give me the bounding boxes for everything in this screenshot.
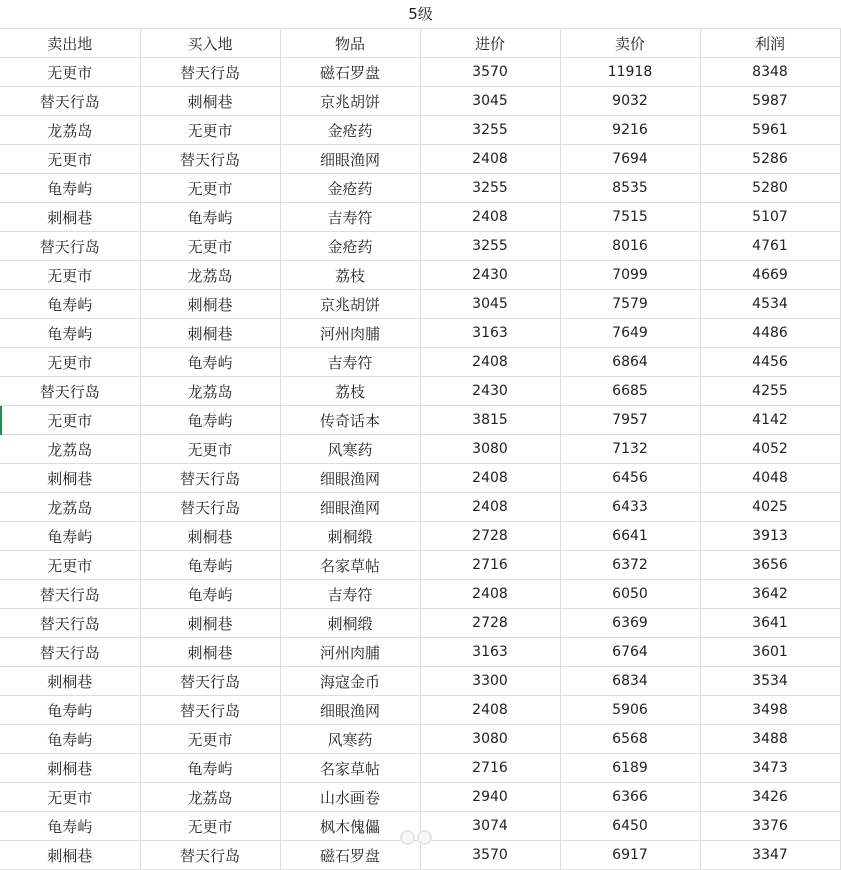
table-row — [0, 406, 840, 435]
cell-item[interactable]: 吉寿符 — [280, 203, 420, 232]
cell-buy-location[interactable]: 刺桐巷 — [140, 319, 280, 348]
cell-item[interactable]: 荔枝 — [280, 261, 420, 290]
cell-sell-location[interactable]: 龟寿屿 — [0, 696, 140, 725]
table-row — [0, 261, 840, 290]
cell-sell-location[interactable]: 刺桐巷 — [0, 667, 140, 696]
cell-sell-price[interactable]: 11918 — [560, 58, 700, 87]
cell-sell-location[interactable]: 替天行岛 — [0, 87, 140, 116]
cell-item[interactable]: 风寒药 — [280, 435, 420, 464]
cell-profit[interactable]: 5280 — [700, 174, 840, 203]
cell-sell-location[interactable]: 刺桐巷 — [0, 464, 140, 493]
cell-sell-location[interactable]: 替天行岛 — [0, 232, 140, 261]
scroll-indicator[interactable] — [400, 830, 440, 844]
cell-item[interactable]: 传奇话本 — [280, 406, 420, 435]
table-row — [0, 522, 840, 551]
cell-sell-location[interactable]: 无更市 — [0, 145, 140, 174]
cell-item[interactable]: 风寒药 — [280, 725, 420, 754]
cell-sell-price[interactable]: 6834 — [560, 667, 700, 696]
cell-item[interactable]: 枫木傀儡 — [280, 812, 420, 841]
cell-sell-price[interactable]: 6764 — [560, 638, 700, 667]
cell-buy-price[interactable]: 3080 — [420, 435, 560, 464]
cell-buy-price[interactable]: 2716 — [420, 754, 560, 783]
cell-sell-price[interactable]: 6433 — [560, 493, 700, 522]
cell-sell-price[interactable]: 7579 — [560, 290, 700, 319]
cell-profit[interactable]: 3913 — [700, 522, 840, 551]
cell-buy-location[interactable]: 刺桐巷 — [140, 609, 280, 638]
cell-item[interactable]: 名家草帖 — [280, 551, 420, 580]
cell-sell-price[interactable]: 6366 — [560, 783, 700, 812]
cell-buy-location[interactable]: 刺桐巷 — [140, 638, 280, 667]
cell-sell-price[interactable]: 5906 — [560, 696, 700, 725]
table-row — [0, 580, 840, 609]
cell-buy-price[interactable]: 2728 — [420, 609, 560, 638]
cell-item[interactable]: 金疮药 — [280, 116, 420, 145]
header-cell-buy-location[interactable]: 买入地 — [140, 29, 280, 58]
cell-buy-price[interactable]: 2716 — [420, 551, 560, 580]
cell-sell-location[interactable]: 刺桐巷 — [0, 754, 140, 783]
cell-item[interactable]: 细眼渔网 — [280, 145, 420, 174]
cell-sell-price[interactable]: 7515 — [560, 203, 700, 232]
header-cell-sell-location[interactable]: 卖出地 — [0, 29, 140, 58]
cell-buy-location[interactable]: 无更市 — [140, 116, 280, 145]
cell-sell-location[interactable]: 替天行岛 — [0, 638, 140, 667]
cell-profit[interactable]: 5286 — [700, 145, 840, 174]
cell-buy-price[interactable]: 2408 — [420, 203, 560, 232]
cell-buy-location[interactable]: 替天行岛 — [140, 145, 280, 174]
header-cell-profit[interactable]: 利润 — [700, 29, 840, 58]
cell-sell-price[interactable]: 6456 — [560, 464, 700, 493]
cell-profit[interactable]: 3534 — [700, 667, 840, 696]
cell-buy-price[interactable]: 3045 — [420, 290, 560, 319]
cell-buy-price[interactable]: 3163 — [420, 638, 560, 667]
table-row — [0, 232, 840, 261]
cell-item[interactable]: 细眼渔网 — [280, 696, 420, 725]
table-row — [0, 551, 840, 580]
cell-profit[interactable]: 4761 — [700, 232, 840, 261]
table-row — [0, 841, 840, 870]
cell-buy-price[interactable]: 2940 — [420, 783, 560, 812]
cell-profit[interactable]: 5107 — [700, 203, 840, 232]
cell-buy-price[interactable]: 2408 — [420, 696, 560, 725]
cell-buy-location[interactable]: 替天行岛 — [140, 464, 280, 493]
cell-buy-location[interactable]: 替天行岛 — [140, 841, 280, 870]
cell-buy-location[interactable]: 龟寿屿 — [140, 580, 280, 609]
trade-table — [0, 29, 841, 870]
cell-item[interactable]: 磁石罗盘 — [280, 841, 420, 870]
cell-item[interactable]: 金疮药 — [280, 174, 420, 203]
scroll-dot — [400, 830, 415, 845]
table-row — [0, 667, 840, 696]
cell-buy-location[interactable]: 替天行岛 — [140, 696, 280, 725]
cell-buy-price[interactable]: 2408 — [420, 145, 560, 174]
cell-profit[interactable]: 5987 — [700, 87, 840, 116]
cell-sell-price[interactable]: 7132 — [560, 435, 700, 464]
cell-profit[interactable]: 4255 — [700, 377, 840, 406]
cell-sell-location[interactable]: 无更市 — [0, 551, 140, 580]
table-row — [0, 493, 840, 522]
cell-sell-location[interactable]: 无更市 — [0, 58, 140, 87]
cell-buy-price[interactable]: 3255 — [420, 116, 560, 145]
cell-buy-price[interactable]: 3080 — [420, 725, 560, 754]
cell-profit[interactable]: 3656 — [700, 551, 840, 580]
cell-buy-price[interactable]: 3255 — [420, 232, 560, 261]
cell-sell-price[interactable]: 8016 — [560, 232, 700, 261]
cell-profit[interactable]: 4534 — [700, 290, 840, 319]
cell-buy-price[interactable]: 3815 — [420, 406, 560, 435]
cell-profit[interactable]: 3426 — [700, 783, 840, 812]
cell-sell-location[interactable]: 刺桐巷 — [0, 841, 140, 870]
cell-profit[interactable]: 4456 — [700, 348, 840, 377]
cell-buy-price[interactable]: 3300 — [420, 667, 560, 696]
cell-buy-location[interactable]: 龙荔岛 — [140, 783, 280, 812]
cell-buy-location[interactable]: 无更市 — [140, 435, 280, 464]
cell-sell-price[interactable]: 8535 — [560, 174, 700, 203]
table-row — [0, 783, 840, 812]
table-row — [0, 464, 840, 493]
cell-buy-location[interactable]: 龙荔岛 — [140, 377, 280, 406]
table-row — [0, 435, 840, 464]
cell-profit[interactable]: 3498 — [700, 696, 840, 725]
cell-buy-price[interactable]: 2430 — [420, 261, 560, 290]
cell-sell-location[interactable]: 无更市 — [0, 348, 140, 377]
cell-sell-price[interactable]: 6568 — [560, 725, 700, 754]
cell-buy-location[interactable]: 无更市 — [140, 232, 280, 261]
cell-profit[interactable]: 3347 — [700, 841, 840, 870]
cell-buy-price[interactable]: 3255 — [420, 174, 560, 203]
cell-sell-price[interactable]: 6917 — [560, 841, 700, 870]
sheet-title[interactable]: 5级 — [0, 0, 841, 29]
cell-buy-location[interactable]: 刺桐巷 — [140, 87, 280, 116]
cell-sell-location[interactable]: 替天行岛 — [0, 580, 140, 609]
scroll-dot — [417, 830, 432, 845]
cell-sell-price[interactable]: 6369 — [560, 609, 700, 638]
cell-profit[interactable]: 8348 — [700, 58, 840, 87]
cell-item[interactable]: 名家草帖 — [280, 754, 420, 783]
cell-sell-location[interactable]: 无更市 — [0, 783, 140, 812]
cell-sell-location[interactable]: 龙荔岛 — [0, 116, 140, 145]
cell-sell-location[interactable]: 替天行岛 — [0, 609, 140, 638]
cell-item[interactable]: 海寇金币 — [280, 667, 420, 696]
table-row — [0, 58, 840, 87]
active-cell-indicator — [0, 406, 2, 435]
cell-sell-price[interactable]: 9216 — [560, 116, 700, 145]
cell-buy-location[interactable]: 龟寿屿 — [140, 203, 280, 232]
cell-item[interactable]: 河州肉脯 — [280, 319, 420, 348]
cell-sell-location[interactable]: 替天行岛 — [0, 377, 140, 406]
cell-sell-location[interactable]: 龟寿屿 — [0, 812, 140, 841]
cell-profit[interactable]: 4486 — [700, 319, 840, 348]
cell-buy-price[interactable]: 2408 — [420, 464, 560, 493]
table-row — [0, 290, 840, 319]
header-row — [0, 29, 840, 58]
cell-sell-location[interactable]: 无更市 — [0, 261, 140, 290]
cell-buy-price[interactable]: 2728 — [420, 522, 560, 551]
cell-profit[interactable]: 3641 — [700, 609, 840, 638]
cell-sell-location[interactable]: 无更市 — [0, 406, 140, 435]
cell-sell-location[interactable]: 龙荔岛 — [0, 435, 140, 464]
cell-sell-price[interactable]: 6450 — [560, 812, 700, 841]
table-row — [0, 87, 840, 116]
cell-item[interactable]: 京兆胡饼 — [280, 87, 420, 116]
cell-sell-price[interactable]: 7649 — [560, 319, 700, 348]
header-cell-sell-price[interactable]: 卖价 — [560, 29, 700, 58]
cell-sell-price[interactable]: 6050 — [560, 580, 700, 609]
cell-sell-location[interactable]: 龟寿屿 — [0, 725, 140, 754]
cell-buy-price[interactable]: 2408 — [420, 348, 560, 377]
cell-buy-price[interactable]: 2408 — [420, 493, 560, 522]
cell-sell-price[interactable]: 6864 — [560, 348, 700, 377]
cell-buy-location[interactable]: 龟寿屿 — [140, 348, 280, 377]
cell-sell-location[interactable]: 龟寿屿 — [0, 174, 140, 203]
cell-buy-location[interactable]: 龟寿屿 — [140, 406, 280, 435]
cell-buy-price[interactable]: 3045 — [420, 87, 560, 116]
cell-item[interactable]: 磁石罗盘 — [280, 58, 420, 87]
header-cell-item[interactable]: 物品 — [280, 29, 420, 58]
cell-sell-location[interactable]: 龟寿屿 — [0, 522, 140, 551]
cell-buy-location[interactable]: 刺桐巷 — [140, 290, 280, 319]
cell-sell-location[interactable]: 刺桐巷 — [0, 203, 140, 232]
table-row — [0, 319, 840, 348]
cell-item[interactable]: 吉寿符 — [280, 580, 420, 609]
cell-buy-location[interactable]: 龙荔岛 — [140, 261, 280, 290]
table-row — [0, 609, 840, 638]
table-row — [0, 754, 840, 783]
cell-buy-location[interactable]: 无更市 — [140, 174, 280, 203]
cell-buy-location[interactable]: 龟寿屿 — [140, 754, 280, 783]
cell-item[interactable]: 吉寿符 — [280, 348, 420, 377]
cell-item[interactable]: 京兆胡饼 — [280, 290, 420, 319]
cell-buy-location[interactable]: 替天行岛 — [140, 58, 280, 87]
table-row — [0, 203, 840, 232]
cell-sell-price[interactable]: 6372 — [560, 551, 700, 580]
header-cell-buy-price[interactable]: 进价 — [420, 29, 560, 58]
cell-item[interactable]: 细眼渔网 — [280, 464, 420, 493]
cell-sell-location[interactable]: 龙荔岛 — [0, 493, 140, 522]
cell-sell-price[interactable]: 9032 — [560, 87, 700, 116]
cell-sell-location[interactable]: 龟寿屿 — [0, 319, 140, 348]
table-row — [0, 725, 840, 754]
cell-item[interactable]: 荔枝 — [280, 377, 420, 406]
table-row — [0, 116, 840, 145]
cell-sell-price[interactable]: 6189 — [560, 754, 700, 783]
cell-buy-location[interactable]: 无更市 — [140, 725, 280, 754]
cell-sell-location[interactable]: 龟寿屿 — [0, 290, 140, 319]
table-row — [0, 377, 840, 406]
cell-buy-location[interactable]: 无更市 — [140, 812, 280, 841]
cell-profit[interactable]: 3488 — [700, 725, 840, 754]
cell-buy-price[interactable]: 3163 — [420, 319, 560, 348]
cell-sell-price[interactable]: 6641 — [560, 522, 700, 551]
cell-buy-price[interactable]: 3570 — [420, 841, 560, 870]
cell-item[interactable]: 刺桐缎 — [280, 609, 420, 638]
cell-buy-price[interactable]: 3570 — [420, 58, 560, 87]
cell-profit[interactable]: 3473 — [700, 754, 840, 783]
cell-profit[interactable]: 3376 — [700, 812, 840, 841]
cell-buy-location[interactable]: 龟寿屿 — [140, 551, 280, 580]
cell-profit[interactable]: 4025 — [700, 493, 840, 522]
table-row — [0, 174, 840, 203]
cell-profit[interactable]: 3642 — [700, 580, 840, 609]
cell-buy-price[interactable]: 3074 — [420, 812, 560, 841]
cell-profit[interactable]: 4052 — [700, 435, 840, 464]
cell-buy-price[interactable]: 2408 — [420, 580, 560, 609]
cell-item[interactable]: 河州肉脯 — [280, 638, 420, 667]
cell-profit[interactable]: 4669 — [700, 261, 840, 290]
cell-profit[interactable]: 3601 — [700, 638, 840, 667]
cell-profit[interactable]: 5961 — [700, 116, 840, 145]
cell-profit[interactable]: 4142 — [700, 406, 840, 435]
cell-sell-price[interactable]: 7694 — [560, 145, 700, 174]
cell-buy-location[interactable]: 替天行岛 — [140, 493, 280, 522]
table-row — [0, 145, 840, 174]
cell-buy-location[interactable]: 替天行岛 — [140, 667, 280, 696]
cell-sell-price[interactable]: 7957 — [560, 406, 700, 435]
cell-profit[interactable]: 4048 — [700, 464, 840, 493]
cell-buy-price[interactable]: 2430 — [420, 377, 560, 406]
cell-item[interactable]: 山水画卷 — [280, 783, 420, 812]
cell-buy-location[interactable]: 刺桐巷 — [140, 522, 280, 551]
cell-item[interactable]: 金疮药 — [280, 232, 420, 261]
table-row — [0, 696, 840, 725]
cell-item[interactable]: 细眼渔网 — [280, 493, 420, 522]
table-row — [0, 348, 840, 377]
cell-sell-price[interactable]: 7099 — [560, 261, 700, 290]
table-row — [0, 638, 840, 667]
cell-item[interactable]: 刺桐缎 — [280, 522, 420, 551]
cell-sell-price[interactable]: 6685 — [560, 377, 700, 406]
